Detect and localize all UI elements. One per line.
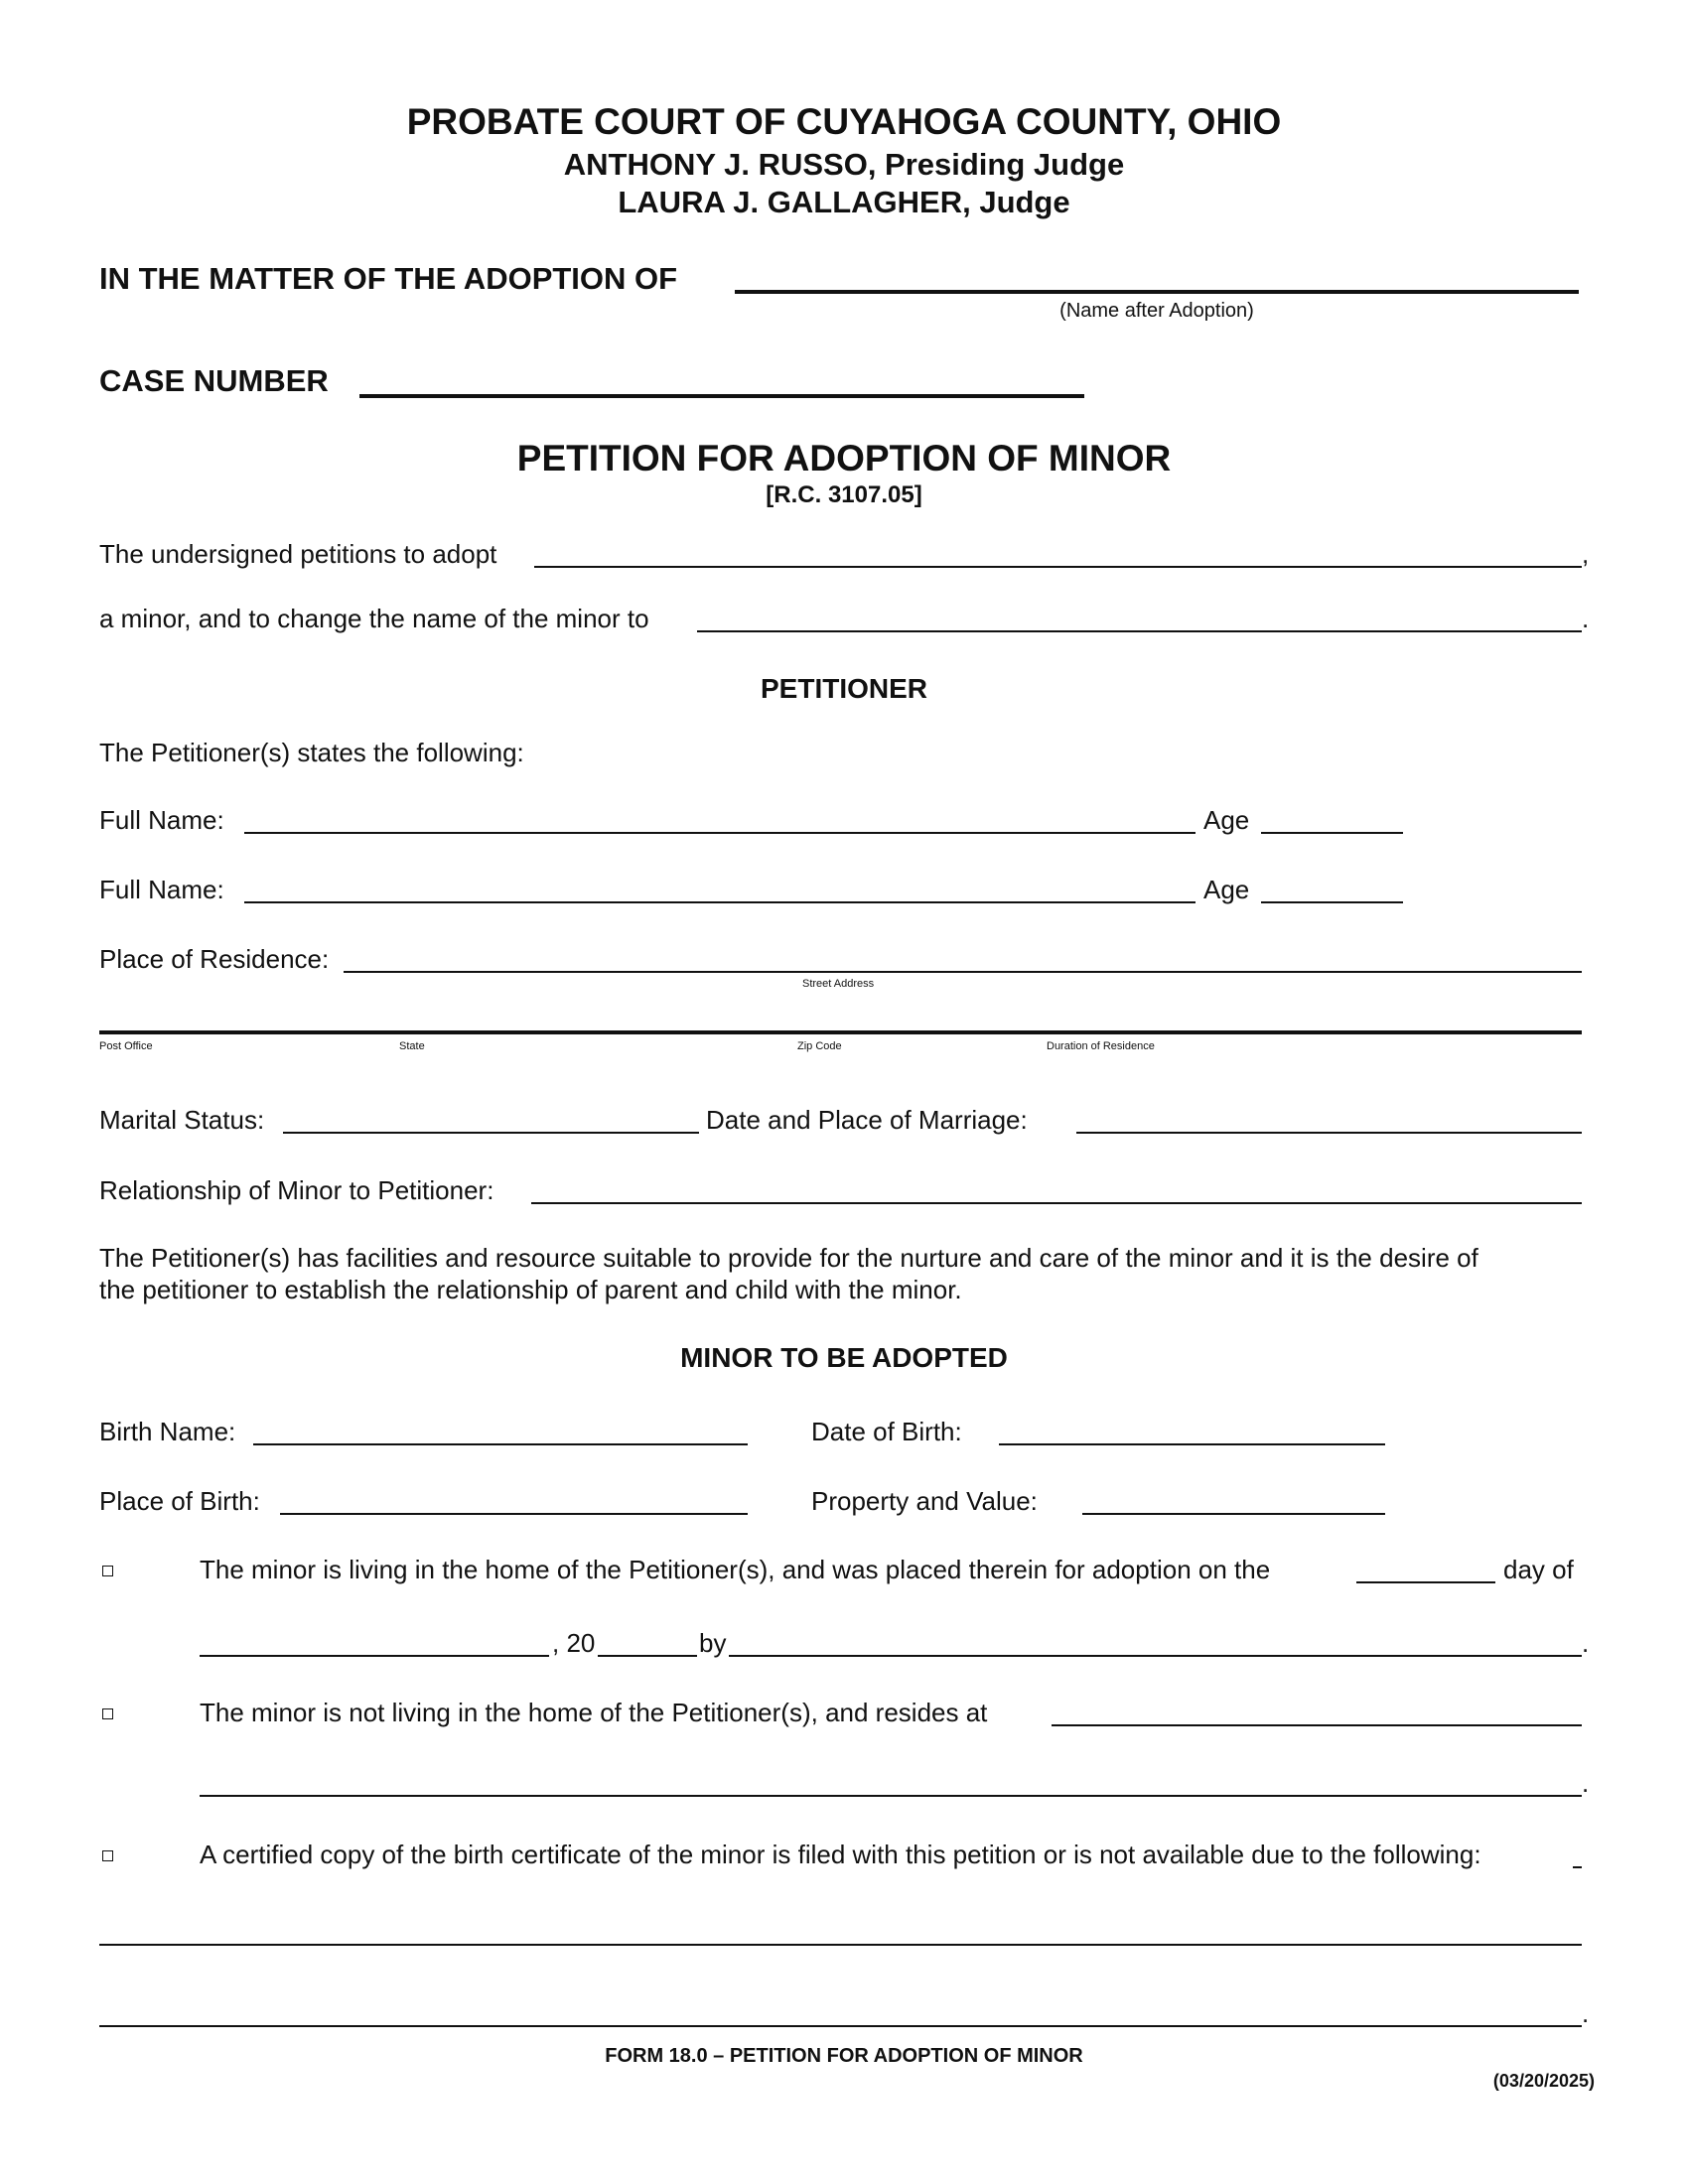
presiding-judge: ANTHONY J. RUSSO, Presiding Judge <box>563 147 1125 182</box>
opt1-period: . <box>1582 1628 1590 1658</box>
relationship-label: Relationship of Minor to Petitioner: <box>99 1175 494 1205</box>
birth-certificate-reason-field-2[interactable] <box>99 2025 1582 2027</box>
opt2-period: . <box>1582 1768 1590 1798</box>
facilities-text-1: The Petitioner(s) has facilities and resource suitable to provide for the nurture and care of the minor and it is the desire of <box>99 1243 1478 1273</box>
age-field-2[interactable] <box>1261 901 1403 903</box>
living-in-home-checkbox[interactable] <box>102 1566 113 1576</box>
dob-field[interactable] <box>999 1443 1385 1445</box>
matter-label: IN THE MATTER OF THE ADOPTION OF <box>99 261 678 296</box>
marital-status-label: Marital Status: <box>99 1105 265 1135</box>
petitioner-states: The Petitioner(s) states the following: <box>99 738 524 767</box>
placed-by-label: by <box>699 1628 727 1658</box>
court-title: PROBATE COURT OF CUYAHOGA COUNTY, OHIO <box>406 101 1282 142</box>
birth-name-field[interactable] <box>253 1443 748 1445</box>
pob-field[interactable] <box>280 1513 748 1515</box>
placement-day-field[interactable] <box>1356 1581 1495 1583</box>
zip-caption: Zip Code <box>797 1040 842 1052</box>
adoption-name-field[interactable] <box>735 290 1579 294</box>
day-of-label: day of <box>1503 1555 1574 1584</box>
residence-label: Place of Residence: <box>99 944 330 974</box>
property-label: Property and Value: <box>811 1486 1038 1516</box>
living-in-home-text: The minor is living in the home of the Petitioner(s), and was placed therein for adoption on the <box>200 1555 1271 1584</box>
not-living-in-home-checkbox[interactable] <box>102 1708 113 1719</box>
not-living-in-home-text: The minor is not living in the home of the Petitioner(s), and resides at <box>200 1698 988 1727</box>
year-prefix: , 20 <box>552 1628 596 1658</box>
placed-by-field[interactable] <box>729 1655 1582 1657</box>
statute-ref: [R.C. 3107.05] <box>766 481 922 508</box>
resides-at-field[interactable] <box>1052 1724 1582 1726</box>
pob-label: Place of Birth: <box>99 1486 260 1516</box>
post-office-caption: Post Office <box>99 1040 153 1052</box>
birth-certificate-reason-field-1[interactable] <box>99 1944 1582 1946</box>
full-name-field-2[interactable] <box>244 901 1196 903</box>
form-footer: FORM 18.0 – PETITION FOR ADOPTION OF MINOR <box>605 2045 1083 2067</box>
minor-name-field[interactable] <box>534 566 1582 568</box>
birth-certificate-reason-start[interactable] <box>1573 1866 1582 1868</box>
adoption-name-caption: (Name after Adoption) <box>1059 300 1254 322</box>
opt3-period: . <box>1582 1998 1590 2028</box>
marriage-label: Date and Place of Marriage: <box>706 1105 1028 1135</box>
case-number-field[interactable] <box>359 394 1084 398</box>
case-number-label: CASE NUMBER <box>99 363 329 398</box>
placement-month-field[interactable] <box>200 1655 549 1657</box>
form-date: (03/20/2025) <box>1492 2071 1595 2091</box>
petitioner-heading: PETITIONER <box>760 673 927 704</box>
age-label-2: Age <box>1203 875 1250 904</box>
dob-label: Date of Birth: <box>811 1417 962 1446</box>
state-caption: State <box>399 1040 425 1052</box>
placement-year-field[interactable] <box>598 1655 697 1657</box>
full-name-label-2: Full Name: <box>99 875 224 904</box>
full-name-field-1[interactable] <box>244 832 1196 834</box>
resides-at-field-2[interactable] <box>200 1795 1582 1797</box>
marriage-field[interactable] <box>1076 1132 1582 1134</box>
marital-status-field[interactable] <box>283 1132 699 1134</box>
change-name-label: a minor, and to change the name of the minor to <box>99 604 649 633</box>
change-name-period: . <box>1582 604 1590 633</box>
birth-certificate-checkbox[interactable] <box>102 1850 113 1861</box>
judge: LAURA J. GALLAGHER, Judge <box>618 185 1070 219</box>
street-address-field[interactable] <box>344 971 1582 973</box>
full-name-label-1: Full Name: <box>99 805 224 835</box>
age-label-1: Age <box>1203 805 1250 835</box>
duration-caption: Duration of Residence <box>1047 1040 1155 1052</box>
adopt-comma: , <box>1582 539 1590 569</box>
age-field-1[interactable] <box>1261 832 1403 834</box>
birth-certificate-text: A certified copy of the birth certificate of the minor is filed with this petition or is not available due to the following: <box>200 1840 1481 1869</box>
street-address-caption: Street Address <box>802 978 875 990</box>
relationship-field[interactable] <box>531 1202 1582 1204</box>
form-title: PETITION FOR ADOPTION OF MINOR <box>516 438 1172 478</box>
minor-heading: MINOR TO BE ADOPTED <box>680 1342 1008 1373</box>
city-state-zip-field[interactable] <box>99 1030 1582 1034</box>
facilities-text-2: the petitioner to establish the relationship of parent and child with the minor. <box>99 1275 962 1304</box>
adopt-label: The undersigned petitions to adopt <box>99 539 497 569</box>
property-field[interactable] <box>1082 1513 1385 1515</box>
new-name-field[interactable] <box>697 630 1582 632</box>
birth-name-label: Birth Name: <box>99 1417 236 1446</box>
